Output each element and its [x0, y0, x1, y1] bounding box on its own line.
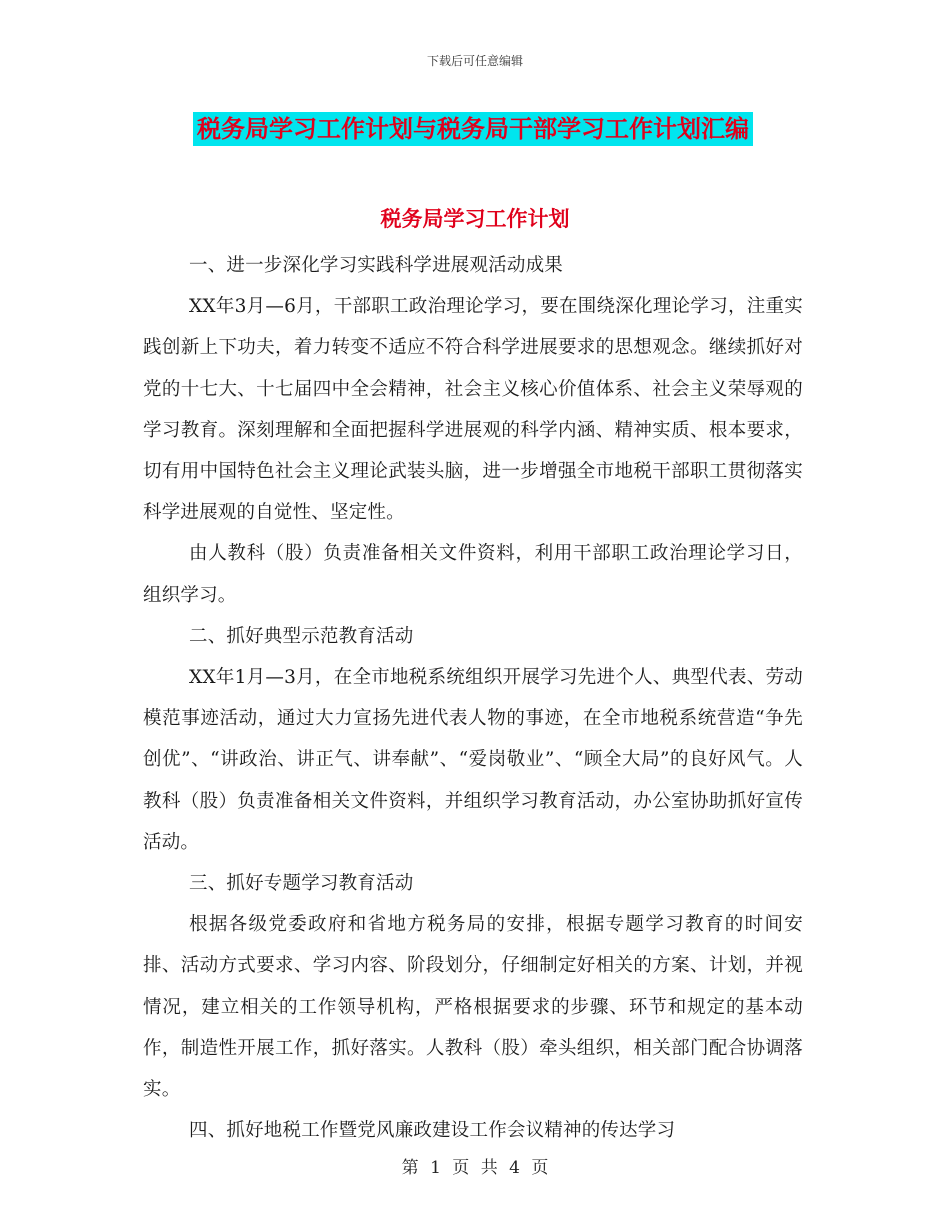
paragraph-heading-3: 三、抓好专题学习教育活动: [189, 873, 414, 895]
paragraph-heading-4: 四、抓好地税工作暨党风廉政建设工作会议精神的传达学习: [189, 1120, 676, 1142]
paragraph: XX年3月—6月，干部职工政治理论学习，要在围绕深化理论学习，注重实践创新上下功夫，着力转变不适应不符合科学进展要求的思想观念。继续抓好对党的十七大、十七届四中全会精神，社会主义核心价值体系、社会主义荣辱观的学习教育。深刻理解和全面把握科学进展观的科学内涵、精神实质、根本要求，切有用中国特色社会主义理论武装头脑，进一步增强全市地税干部职工贯彻落实科学进展观的自觉性、坚定性。: [143, 296, 803, 524]
paragraph: 由人教科（股）负责准备相关文件资料，利用干部职工政治理论学习日，组织学习。: [143, 543, 803, 606]
section-title: 税务局学习工作计划: [380, 206, 570, 231]
paragraph: 根据各级党委政府和省地方税务局的安排，根据专题学习教育的时间安排、活动方式要求、学习内容、阶段划分，仔细制定好相关的方案、计划，并视情况，建立相关的工作领导机构，严格根据要求的步骤、环节和规定的基本动作，制造性开展工作，抓好落实。人教科（股）牵头组织，相关部门配合协调落实。: [143, 914, 803, 1101]
document-body: [143, 245, 803, 1151]
paragraph-heading-2: 二、抓好典型示范教育活动: [189, 625, 414, 647]
paragraph: XX年1月—3月，在全市地税系统组织开展学习先进个人、典型代表、劳动模范事迹活动，通过大力宣扬先进代表人物的事迹，在全市地税系统营造“争先创优”、“讲政治、讲正气、讲奉献”、“爱岗敬业”、“顾全大局”的良好风气。人教科（股）负责准备相关文件资料，并组织学习教育活动，办公室协助抓好宣传活动。: [143, 667, 803, 853]
page-number: 第 1 页 共 4 页: [401, 1158, 549, 1178]
paragraph-heading-1: 一、进一步深化学习实践科学进展观活动成果: [189, 255, 564, 276]
document-title: 税务局学习工作计划与税务局干部学习工作计划汇编: [193, 112, 753, 146]
header-note: 下载后可任意编辑: [426, 54, 523, 68]
